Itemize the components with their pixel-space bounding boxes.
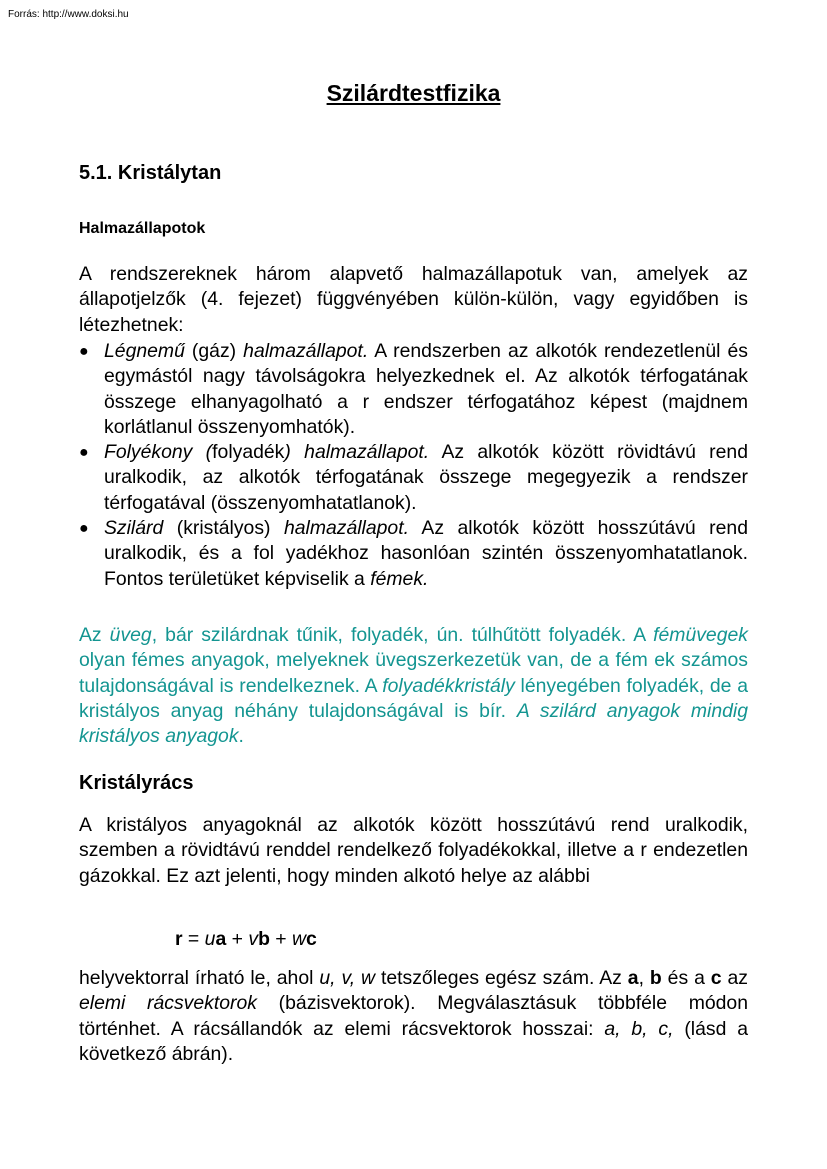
text: helyvektorral írható le, ahol <box>79 967 320 989</box>
states-list <box>79 339 748 592</box>
list-item <box>79 516 748 592</box>
list-item <box>79 339 748 440</box>
italic-text: elemi rácsvektorok <box>79 992 257 1015</box>
item-text: A rendszerben az alkotók rendezetlenül és egymástól nagy távolságokra helyezkednek el. Az alkotók térfogatának összege elhanyagolható a r endszer térfogatához képest (majdnem korlátlanul összenyomhatók). <box>104 340 748 438</box>
vector-r: r <box>175 928 183 950</box>
coef-w: w <box>292 928 307 950</box>
bold-vector: c <box>710 967 722 989</box>
note-text: olyan fémes anyagok, melyeknek üvegszerkezetük van, de a fém ek számos tulajdonságával is rendelkeznek. A <box>79 649 748 697</box>
vector-b: b <box>258 928 270 950</box>
note-text: Az <box>79 624 110 646</box>
term: Folyékony ( <box>104 441 213 464</box>
note-term: üveg <box>109 624 152 646</box>
note-text: . <box>238 725 244 748</box>
section-heading: 5.1. Kristálytan <box>79 162 222 184</box>
term-note: (gáz) <box>184 340 244 362</box>
bold-vector: b <box>649 967 662 989</box>
subsection-heading-kristalyracs: Kristályrács <box>79 772 194 794</box>
intro-paragraph: A rendszereknek három alapvető halmazállapotuk van, amelyek az állapotjelzők (4. fejezet) függvényében külön-külön, vagy egyidőben is létezhetnek: <box>79 263 748 336</box>
bullet-icon: ● <box>79 520 89 538</box>
text: (bázisvektorok). Megválasztásuk többféle módon történhet. A rácsállandók az elemi rácsvektorok hosszai: <box>79 992 748 1040</box>
term-note: (kristályos) <box>163 517 284 540</box>
vector-a: a <box>215 928 227 950</box>
vector-c: c <box>306 928 317 950</box>
item-text: Az alkotók között hosszútávú rend uralkodik, és a fol yadékhoz hasonlóan szintén összenyomhatatlanok. Fontos területüket képviselik a <box>104 517 748 590</box>
term-state: ) halmazállapot. <box>284 441 430 464</box>
bullet-icon: ● <box>79 343 89 360</box>
bold-vector: a <box>627 967 639 989</box>
final-paragraph <box>79 966 748 1067</box>
note-term: folyadékkristály <box>382 674 515 697</box>
glass-note-paragraph <box>79 623 748 749</box>
subsection-heading-halmazallapotok: Halmazállapotok <box>79 220 206 237</box>
note-text: lényegében folyadék, de a kristályos anyag néhány tulajdonságával is bír. <box>79 674 748 722</box>
term: Szilárd <box>104 517 164 540</box>
crystal-paragraph: A kristályos anyagoknál az alkotók között hosszútávú rend uralkodik, szemben a rövidtávú renddel rendelkező folyadékokkal, illetve a r endezetlen gázokkal. Ez azt jelenti, hogy minden alkotó helye az alábbi <box>79 814 748 887</box>
text: az <box>721 967 748 989</box>
coef-u: u <box>204 928 216 950</box>
coef-v: v <box>248 928 259 950</box>
formula-op: = <box>182 928 205 950</box>
italic-text: a, b, c, <box>604 1017 674 1040</box>
term-metals: fémek. <box>370 567 429 590</box>
note-term: fémüvegek <box>653 624 748 646</box>
formula-op: + <box>269 928 293 950</box>
term-state: halmazállapot. <box>243 340 369 362</box>
item-text: Az alkotók között rövidtávú rend uralkodik, az alkotók térfogatának összege megegyezik a rendszer térfogatával (összenyomhatatlanok). <box>104 441 748 514</box>
text: és a <box>661 967 711 989</box>
bullet-icon: ● <box>79 444 89 462</box>
term-state: halmazállapot. <box>283 517 409 540</box>
term-note: folyadék <box>212 441 285 464</box>
page-title: Szilárdtestfizika <box>326 80 501 106</box>
term: Légnemű <box>104 340 185 362</box>
text: , <box>638 967 650 989</box>
formula-op: + <box>226 928 249 950</box>
note-text: , bár szilárdnak tűnik, folyadék, ún. túlhűtött folyadék. A <box>151 624 654 646</box>
text: tetszőleges egész szám. Az <box>375 967 628 989</box>
source-header: Forrás: http://www.doksi.hu <box>8 9 129 20</box>
position-vector-formula <box>175 928 317 951</box>
list-item <box>79 440 748 516</box>
text: (lásd a következő ábrán). <box>79 1017 749 1065</box>
italic-text: u, v, w <box>319 967 376 989</box>
note-emphasis: A szilárd anyagok mindig kristályos anyagok <box>79 699 749 748</box>
